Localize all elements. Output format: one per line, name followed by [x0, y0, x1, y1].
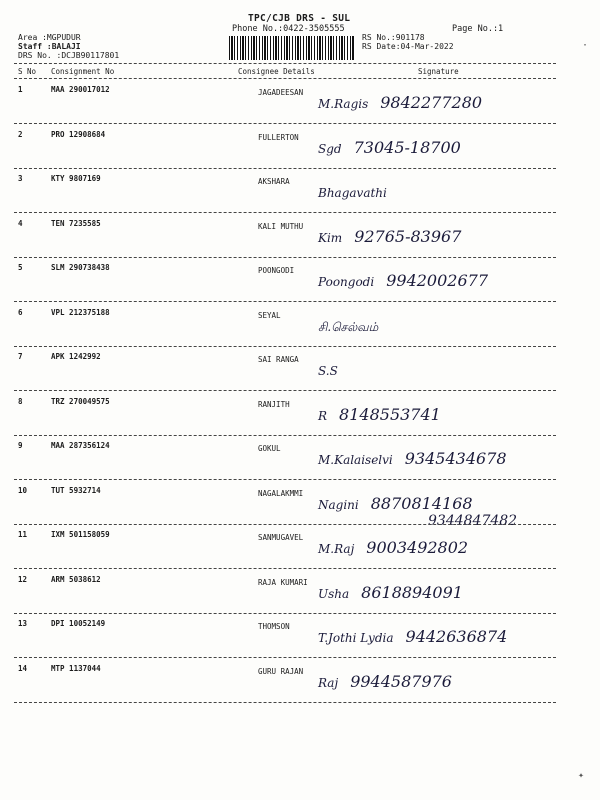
consignment-number: TRZ 270049575: [51, 396, 110, 406]
row-divider: [14, 657, 556, 658]
signature-phone: 9944587976: [350, 671, 452, 691]
consignee-name: KALI MUTHU: [258, 221, 304, 231]
rs-number: RS No.:901178: [362, 33, 425, 42]
signature-name: Usha: [318, 586, 350, 601]
column-header-sno: S No: [18, 67, 37, 76]
serial-number: 14: [18, 663, 28, 673]
signature-name: Sgd: [318, 141, 342, 156]
signature-name: S.S: [318, 364, 338, 378]
signature-name: Kim: [318, 230, 343, 245]
signature-name: R: [318, 408, 328, 423]
row-divider: [14, 346, 556, 347]
consignment-number: ARM 5038612: [51, 574, 101, 584]
row-divider: [14, 123, 556, 124]
consignment-number: SLM 290738438: [51, 263, 110, 272]
signature: [318, 182, 399, 201]
consignee-name: SANMUGAVEL: [258, 533, 304, 542]
consignee-name: POONGODI: [258, 266, 295, 275]
serial-number: 2: [18, 129, 23, 139]
consignee-name: FULLERTON: [258, 132, 299, 142]
signature-phone: 9842277280: [380, 93, 483, 112]
signature-phone: 8618894091: [361, 582, 463, 602]
signature: [318, 271, 488, 290]
row-divider: [14, 702, 556, 703]
consignment-number: APK 1242992: [51, 352, 101, 361]
consignment-number: MAA 287356124: [51, 441, 110, 450]
signature-name: T.Jothi Lydia: [318, 631, 394, 645]
consignee-name: NAGALAKMMI: [258, 488, 304, 498]
consignee-name: GOKUL: [258, 444, 281, 453]
signature-phone: 9003492802: [366, 538, 469, 557]
consignment-number: TEN 7235585: [51, 218, 101, 228]
signature: [318, 538, 468, 557]
serial-number: 7: [18, 352, 23, 361]
signature: [318, 583, 463, 602]
row-divider: [14, 212, 556, 213]
signature: [318, 405, 441, 424]
row-divider: [14, 568, 556, 569]
divider: [14, 63, 556, 64]
signature-name: M.Kalaiselvi: [318, 453, 393, 467]
consignment-number: TUT 5932714: [51, 485, 101, 495]
signature-name: Bhagavathi: [318, 186, 387, 200]
serial-number: 5: [18, 263, 23, 272]
consignee-name: SEYAL: [258, 310, 281, 320]
serial-number: 10: [18, 485, 28, 495]
consignee-name: JAGADEESAN: [258, 88, 304, 97]
drs-number: DRS No. :DCJB90117801: [18, 51, 120, 60]
column-header-details: Consignee Details: [238, 67, 315, 76]
signature-phone-alt: 9344847482: [428, 512, 518, 529]
signature-name: M.Ragis: [318, 97, 369, 111]
scan-mark: ·: [582, 40, 589, 51]
consignee-name: AKSHARA: [258, 177, 290, 186]
serial-number: 4: [18, 218, 23, 228]
column-header-signature: Signature: [418, 67, 459, 76]
consignment-number: KTY 9807169: [51, 174, 101, 183]
serial-number: 6: [18, 307, 23, 317]
signature: [318, 316, 390, 336]
signature: [318, 360, 350, 379]
consignee-name: RANJITH: [258, 399, 290, 409]
signature-phone: 9345434678: [404, 449, 507, 468]
row-divider: [14, 524, 556, 525]
serial-number: 12: [18, 574, 28, 584]
scan-mark: ✦: [578, 770, 585, 781]
signature-phone: 9942002677: [386, 271, 488, 290]
consignment-number: VPL 212375188: [51, 307, 110, 317]
signature-name: சி.செல்வம்: [318, 319, 379, 334]
signature: [318, 672, 452, 691]
sheet-title: TPC/CJB DRS - SUL: [248, 13, 351, 24]
signature-phone: 92765-83967: [354, 226, 462, 246]
signature-phone: 8870814168: [370, 493, 473, 513]
staff-label: Staff :BALAJI: [18, 42, 81, 51]
consignment-number: MTP 1137044: [51, 663, 101, 673]
consignee-name: THOMSON: [258, 622, 290, 631]
row-divider: [14, 301, 556, 302]
column-header-consignment: Consignment No: [51, 67, 115, 76]
row-divider: [14, 390, 556, 391]
row-divider: [14, 479, 556, 480]
consignment-number: PRO 12908684: [51, 129, 106, 139]
consignment-number: IXM 501158059: [51, 530, 110, 539]
signature: [318, 93, 482, 112]
row-divider: [14, 168, 556, 169]
signature-phone: 8148553741: [339, 404, 441, 424]
divider: [14, 78, 556, 79]
serial-number: 1: [18, 85, 23, 94]
consignment-number: MAA 290017012: [51, 85, 110, 94]
row-divider: [14, 257, 556, 258]
signature: [318, 627, 507, 646]
consignee-name: GURU RAJAN: [258, 666, 304, 676]
serial-number: 3: [18, 174, 23, 183]
signature-name: Poongodi: [318, 275, 375, 289]
signature-phone: 9442636874: [405, 627, 508, 646]
serial-number: 13: [18, 619, 28, 628]
signature: [318, 449, 507, 468]
signature-name: Nagini: [318, 497, 359, 512]
consignee-name: RAJA KUMARI: [258, 577, 308, 587]
serial-number: 11: [18, 530, 28, 539]
serial-number: 8: [18, 396, 23, 406]
phone-number: Phone No.:0422-3505555: [232, 24, 345, 34]
row-divider: [14, 435, 556, 436]
consignment-number: DPI 10052149: [51, 619, 106, 628]
signature-name: Raj: [318, 675, 339, 690]
signature: [318, 494, 473, 513]
barcode: [229, 36, 355, 60]
consignee-name: SAI RANGA: [258, 355, 299, 364]
row-divider: [14, 613, 556, 614]
signature: [318, 138, 461, 157]
rs-date: RS Date:04-Mar-2022: [362, 42, 454, 51]
signature: [318, 227, 461, 246]
page-number: Page No.:1: [452, 24, 504, 34]
signature-name: M.Raj: [318, 542, 355, 556]
signature-phone: 73045-18700: [353, 137, 461, 157]
serial-number: 9: [18, 441, 23, 450]
area-label: Area :MGPUDUR: [18, 33, 81, 42]
